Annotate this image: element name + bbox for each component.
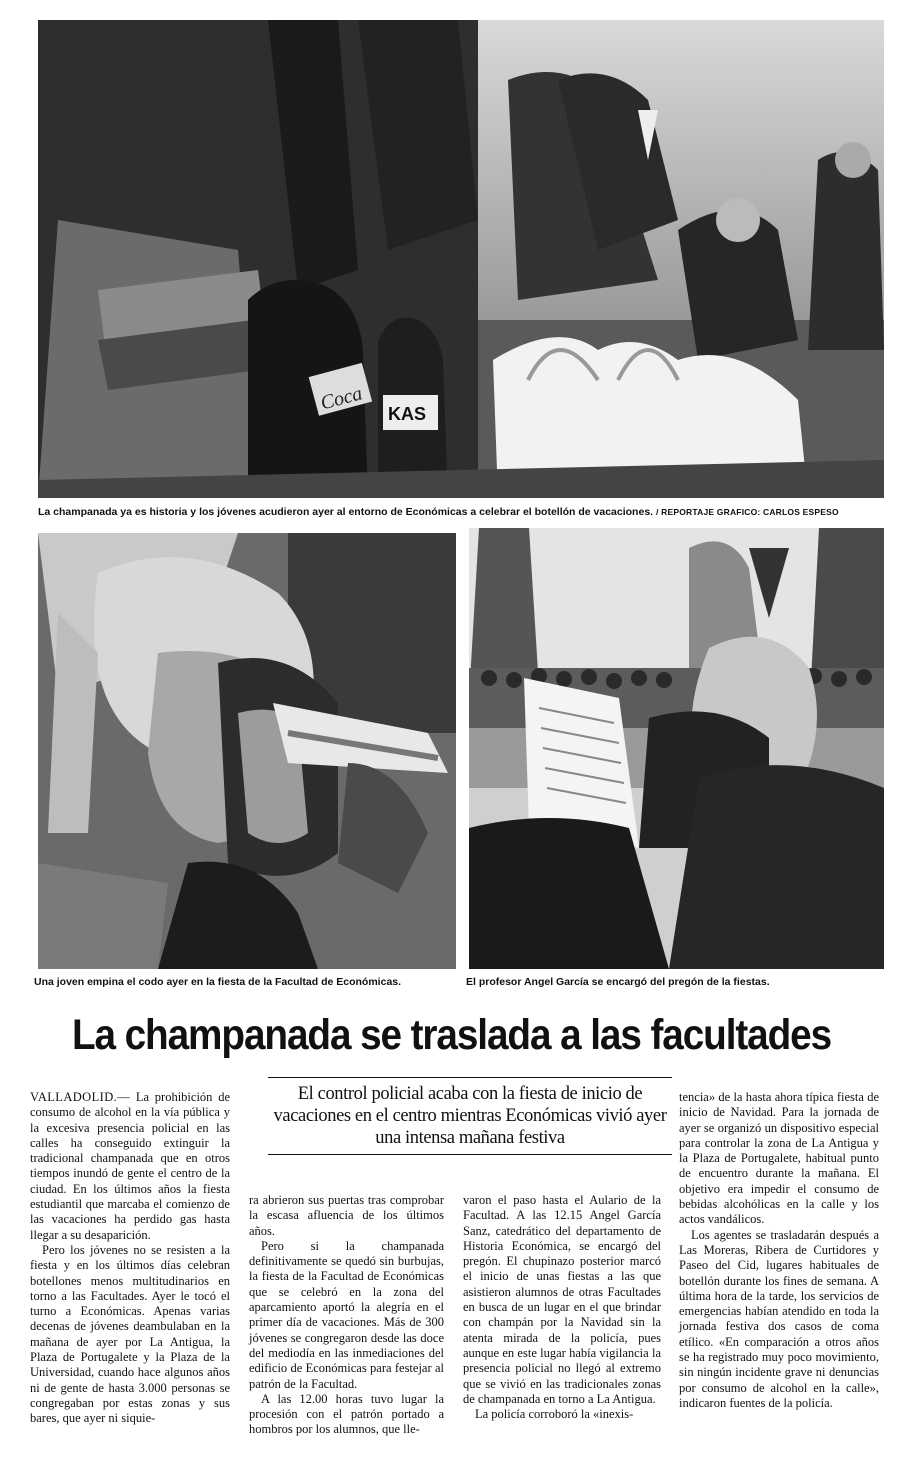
- left-photo: [38, 533, 456, 969]
- dateline: VALLADOLID.—: [30, 1090, 131, 1104]
- left-photo-caption: Una joven empina el codo ayer en la fiesta de la Facultad de Económicas.: [34, 976, 402, 988]
- article-column-3: [463, 1193, 661, 1422]
- right-photo: [469, 528, 884, 969]
- deck: El control policial acaba con la fiesta de inicio de vacaciones en el centro mientras Económicas vivió ayer una intensa mañana festiva: [273, 1084, 667, 1148]
- paragraph: Los agentes se trasladarán después a Las Moreras, Ribera de Curtidores y Paseo del Cid, lugares habituales de botellón durante los fines de semana. A última hora de la tarde, los servicios de emergencias habían atendido en toda la jornada festiva dos casos de coma etílico. «En comparación a otros años se ha registrado muy poco movimiento, sin ningún incidente grave ni denuncias por consumo de alcohol en la calle», indicaron fuentes de la policía.: [679, 1227, 879, 1410]
- headline: La champanada se traslada a las facultades: [71, 1011, 832, 1059]
- coca-cola-label: Coca: [318, 382, 365, 415]
- photo-credit: / REPORTAJE GRAFICO: CARLOS ESPESO: [656, 507, 839, 517]
- paragraph: Pero los jóvenes no se resisten a la fiesta y en los últimos días celebran botellones menos multitudinarios en torno a las Facultades. Ayer le tocó el turno a Económicas. Apenas varias decenas de jóvenes deambulaban en la mañana de ayer por La Antigua, la Plaza de Portugalete y la Plaza de la Universidad, cuando hace algunos años ni de gente de hasta 3.000 personas se congregaban por estas zonas y sus bares, que ayer ni siquie-: [30, 1242, 230, 1426]
- paragraph: varon el paso hasta el Aulario de la Facultad. A las 12.15 Angel García Sanz, catedrático del departamento de Historia Económica, se encargó del pregón. El chupinazo posterior marcó el inicio de unas fiestas a las que asistieron alumnos de otras Facultades en busca de un lugar en el que brindar con champán por la Navidad sin la atenta mirada de la policía, pues aunque en este lugar había vigilancia la presencia policial no llegó al extremo que se vivió en las tradicionales zonas de champanada en torno a La Antigua.: [463, 1193, 661, 1406]
- article-column-1: [30, 1090, 230, 1427]
- paragraph: A las 12.00 horas tuvo lugar la procesión con el patrón portado a hombros por los alumnos, que lle-: [249, 1391, 444, 1437]
- kas-label: KAS: [388, 404, 427, 424]
- top-photo-caption: [38, 506, 839, 519]
- paragraph: tencia» de la hasta ahora típica fiesta de inicio de Navidad. Para la jornada de ayer se organizó un dispositivo especial para controlar la zona de La Antigua y la Plaza de Portugalete, habitual punto de encuentro durante la mañana. El objetivo era impedir el consumo de bebidas alcohólicas en la calle y los actos vandálicos.: [679, 1090, 879, 1227]
- paragraph: [30, 1090, 230, 1243]
- top-caption-text: La champanada ya es historia y los jóvenes acudieron ayer al entorno de Económicas a celebrar el botellón de vacaciones.: [38, 506, 654, 518]
- paragraph: La policía corroboró la «inexis-: [475, 1407, 634, 1422]
- right-photo-caption: El profesor Angel García se encargó del pregón de la fiestas.: [466, 976, 770, 988]
- deck-rule-bottom: [268, 1154, 672, 1155]
- article-column-4: [679, 1090, 879, 1411]
- paragraph: ra abrieron sus puertas tras comprobar la escasa afluencia de los últimos años.: [249, 1193, 444, 1238]
- article-column-2: [249, 1193, 444, 1438]
- paragraph-text: La prohibición de consumo de alcohol en la vía pública y la excesiva presencia policial en las calles ha conseguido extinguir la tradicional champanada que en otros tiempos inundó de gente el centro de la ciudad. En los últimos años la fiesta estudiantil que marcaba el comienzo de las vacaciones ha perdido gas hasta llegar a su desaparición.: [30, 1090, 230, 1242]
- deck-rule-top: [268, 1077, 672, 1078]
- top-photo: [38, 20, 884, 498]
- paragraph: Pero si la champanada definitivamente se quedó sin burbujas, la fiesta de la Facultad de Económicas que se celebró en la zona del aparcamiento aportó la alegría en el primer día de vacaciones. Más de 300 jóvenes se congregaron desde las doce del mediodía en las inmediaciones del edificio de Económicas para festejar al patrón de la Facultad.: [249, 1238, 444, 1391]
